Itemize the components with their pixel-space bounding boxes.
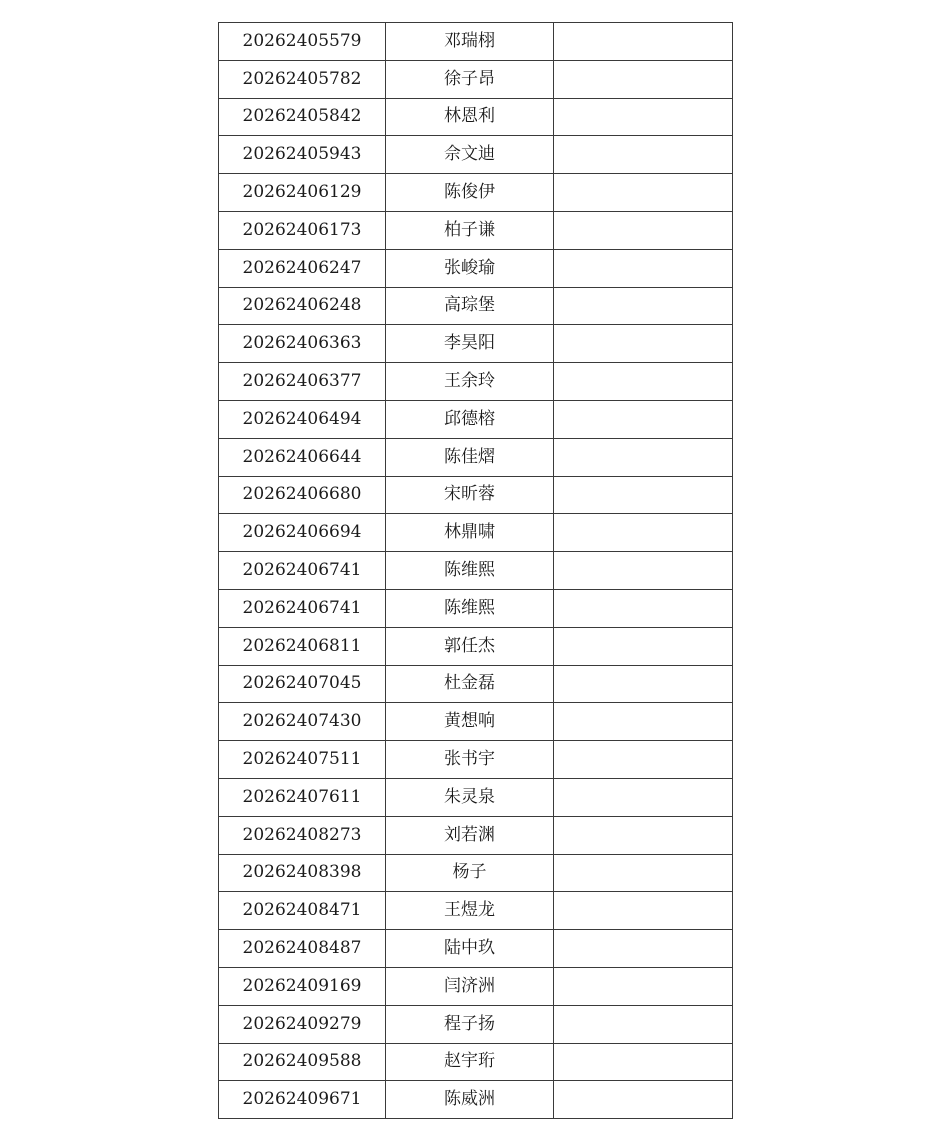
table-row bbox=[219, 438, 733, 476]
student-name-cell: 林鼎啸 bbox=[386, 514, 554, 552]
student-id-cell: 20262409671 bbox=[219, 1081, 386, 1119]
note-cell bbox=[554, 1005, 733, 1043]
table-row bbox=[219, 400, 733, 438]
note-cell bbox=[554, 514, 733, 552]
student-id-cell: 20262405842 bbox=[219, 98, 386, 136]
student-name-cell: 黄想响 bbox=[386, 703, 554, 741]
student-name-cell: 赵宇珩 bbox=[386, 1043, 554, 1081]
student-id-cell: 20262409279 bbox=[219, 1005, 386, 1043]
student-name-cell: 闫济洲 bbox=[386, 967, 554, 1005]
student-name-cell: 陈维熙 bbox=[386, 552, 554, 590]
student-name-cell: 陆中玖 bbox=[386, 930, 554, 968]
table-row bbox=[219, 816, 733, 854]
roster-body bbox=[219, 23, 733, 1119]
note-cell bbox=[554, 1043, 733, 1081]
student-id-cell: 20262406694 bbox=[219, 514, 386, 552]
table-row bbox=[219, 1081, 733, 1119]
student-name-cell: 邱德榕 bbox=[386, 400, 554, 438]
table-row bbox=[219, 665, 733, 703]
student-id-cell: 20262407511 bbox=[219, 741, 386, 779]
table-row bbox=[219, 892, 733, 930]
table-row bbox=[219, 60, 733, 98]
note-cell bbox=[554, 325, 733, 363]
student-id-cell: 20262406811 bbox=[219, 627, 386, 665]
student-id-cell: 20262408471 bbox=[219, 892, 386, 930]
student-name-cell: 张书宇 bbox=[386, 741, 554, 779]
table-row bbox=[219, 1005, 733, 1043]
student-id-cell: 20262405782 bbox=[219, 60, 386, 98]
note-cell bbox=[554, 174, 733, 212]
note-cell bbox=[554, 778, 733, 816]
note-cell bbox=[554, 552, 733, 590]
table-row bbox=[219, 514, 733, 552]
student-name-cell: 高琮堡 bbox=[386, 287, 554, 325]
student-name-cell: 王余玲 bbox=[386, 363, 554, 401]
note-cell bbox=[554, 854, 733, 892]
table-row bbox=[219, 174, 733, 212]
student-name-cell: 邓瑞栩 bbox=[386, 23, 554, 61]
table-row bbox=[219, 325, 733, 363]
note-cell bbox=[554, 703, 733, 741]
student-id-cell: 20262408398 bbox=[219, 854, 386, 892]
student-name-cell: 徐子昂 bbox=[386, 60, 554, 98]
note-cell bbox=[554, 816, 733, 854]
table-row bbox=[219, 778, 733, 816]
table-row bbox=[219, 552, 733, 590]
roster-table bbox=[218, 22, 733, 1119]
note-cell bbox=[554, 1081, 733, 1119]
table-row bbox=[219, 854, 733, 892]
student-id-cell: 20262408273 bbox=[219, 816, 386, 854]
student-id-cell: 20262406363 bbox=[219, 325, 386, 363]
table-row bbox=[219, 930, 733, 968]
student-name-cell: 程子扬 bbox=[386, 1005, 554, 1043]
student-id-cell: 20262406741 bbox=[219, 589, 386, 627]
student-name-cell: 柏子谦 bbox=[386, 211, 554, 249]
student-name-cell: 杨子 bbox=[386, 854, 554, 892]
note-cell bbox=[554, 438, 733, 476]
note-cell bbox=[554, 665, 733, 703]
note-cell bbox=[554, 136, 733, 174]
student-name-cell: 刘若渊 bbox=[386, 816, 554, 854]
note-cell bbox=[554, 400, 733, 438]
note-cell bbox=[554, 930, 733, 968]
student-name-cell: 王煜龙 bbox=[386, 892, 554, 930]
student-id-cell: 20262406741 bbox=[219, 552, 386, 590]
table-row bbox=[219, 476, 733, 514]
note-cell bbox=[554, 627, 733, 665]
student-id-cell: 20262406377 bbox=[219, 363, 386, 401]
student-id-cell: 20262406247 bbox=[219, 249, 386, 287]
student-name-cell: 朱灵泉 bbox=[386, 778, 554, 816]
table-row bbox=[219, 211, 733, 249]
student-name-cell: 林恩利 bbox=[386, 98, 554, 136]
table-row bbox=[219, 741, 733, 779]
table-row bbox=[219, 1043, 733, 1081]
student-name-cell: 杜金磊 bbox=[386, 665, 554, 703]
student-id-cell: 20262407430 bbox=[219, 703, 386, 741]
note-cell bbox=[554, 60, 733, 98]
student-name-cell: 李昊阳 bbox=[386, 325, 554, 363]
note-cell bbox=[554, 363, 733, 401]
student-id-cell: 20262406129 bbox=[219, 174, 386, 212]
table-row bbox=[219, 287, 733, 325]
table-row bbox=[219, 136, 733, 174]
student-name-cell: 陈威洲 bbox=[386, 1081, 554, 1119]
student-id-cell: 20262405579 bbox=[219, 23, 386, 61]
note-cell bbox=[554, 892, 733, 930]
student-id-cell: 20262409169 bbox=[219, 967, 386, 1005]
student-id-cell: 20262405943 bbox=[219, 136, 386, 174]
student-id-cell: 20262406248 bbox=[219, 287, 386, 325]
student-name-cell: 陈俊伊 bbox=[386, 174, 554, 212]
student-id-cell: 20262409588 bbox=[219, 1043, 386, 1081]
student-id-cell: 20262406680 bbox=[219, 476, 386, 514]
student-id-cell: 20262406644 bbox=[219, 438, 386, 476]
student-name-cell: 郭任杰 bbox=[386, 627, 554, 665]
note-cell bbox=[554, 23, 733, 61]
table-row bbox=[219, 589, 733, 627]
student-id-cell: 20262407611 bbox=[219, 778, 386, 816]
note-cell bbox=[554, 967, 733, 1005]
note-cell bbox=[554, 741, 733, 779]
note-cell bbox=[554, 249, 733, 287]
student-id-cell: 20262406173 bbox=[219, 211, 386, 249]
table-row bbox=[219, 363, 733, 401]
note-cell bbox=[554, 98, 733, 136]
table-row bbox=[219, 703, 733, 741]
note-cell bbox=[554, 211, 733, 249]
student-id-cell: 20262406494 bbox=[219, 400, 386, 438]
student-id-cell: 20262408487 bbox=[219, 930, 386, 968]
student-name-cell: 陈佳熠 bbox=[386, 438, 554, 476]
table-row bbox=[219, 627, 733, 665]
student-name-cell: 宋昕蓉 bbox=[386, 476, 554, 514]
note-cell bbox=[554, 287, 733, 325]
student-id-cell: 20262407045 bbox=[219, 665, 386, 703]
table-row bbox=[219, 23, 733, 61]
note-cell bbox=[554, 589, 733, 627]
table-row bbox=[219, 98, 733, 136]
table-row bbox=[219, 967, 733, 1005]
note-cell bbox=[554, 476, 733, 514]
student-name-cell: 陈维熙 bbox=[386, 589, 554, 627]
table-row bbox=[219, 249, 733, 287]
student-name-cell: 张峻瑜 bbox=[386, 249, 554, 287]
student-name-cell: 佘文迪 bbox=[386, 136, 554, 174]
